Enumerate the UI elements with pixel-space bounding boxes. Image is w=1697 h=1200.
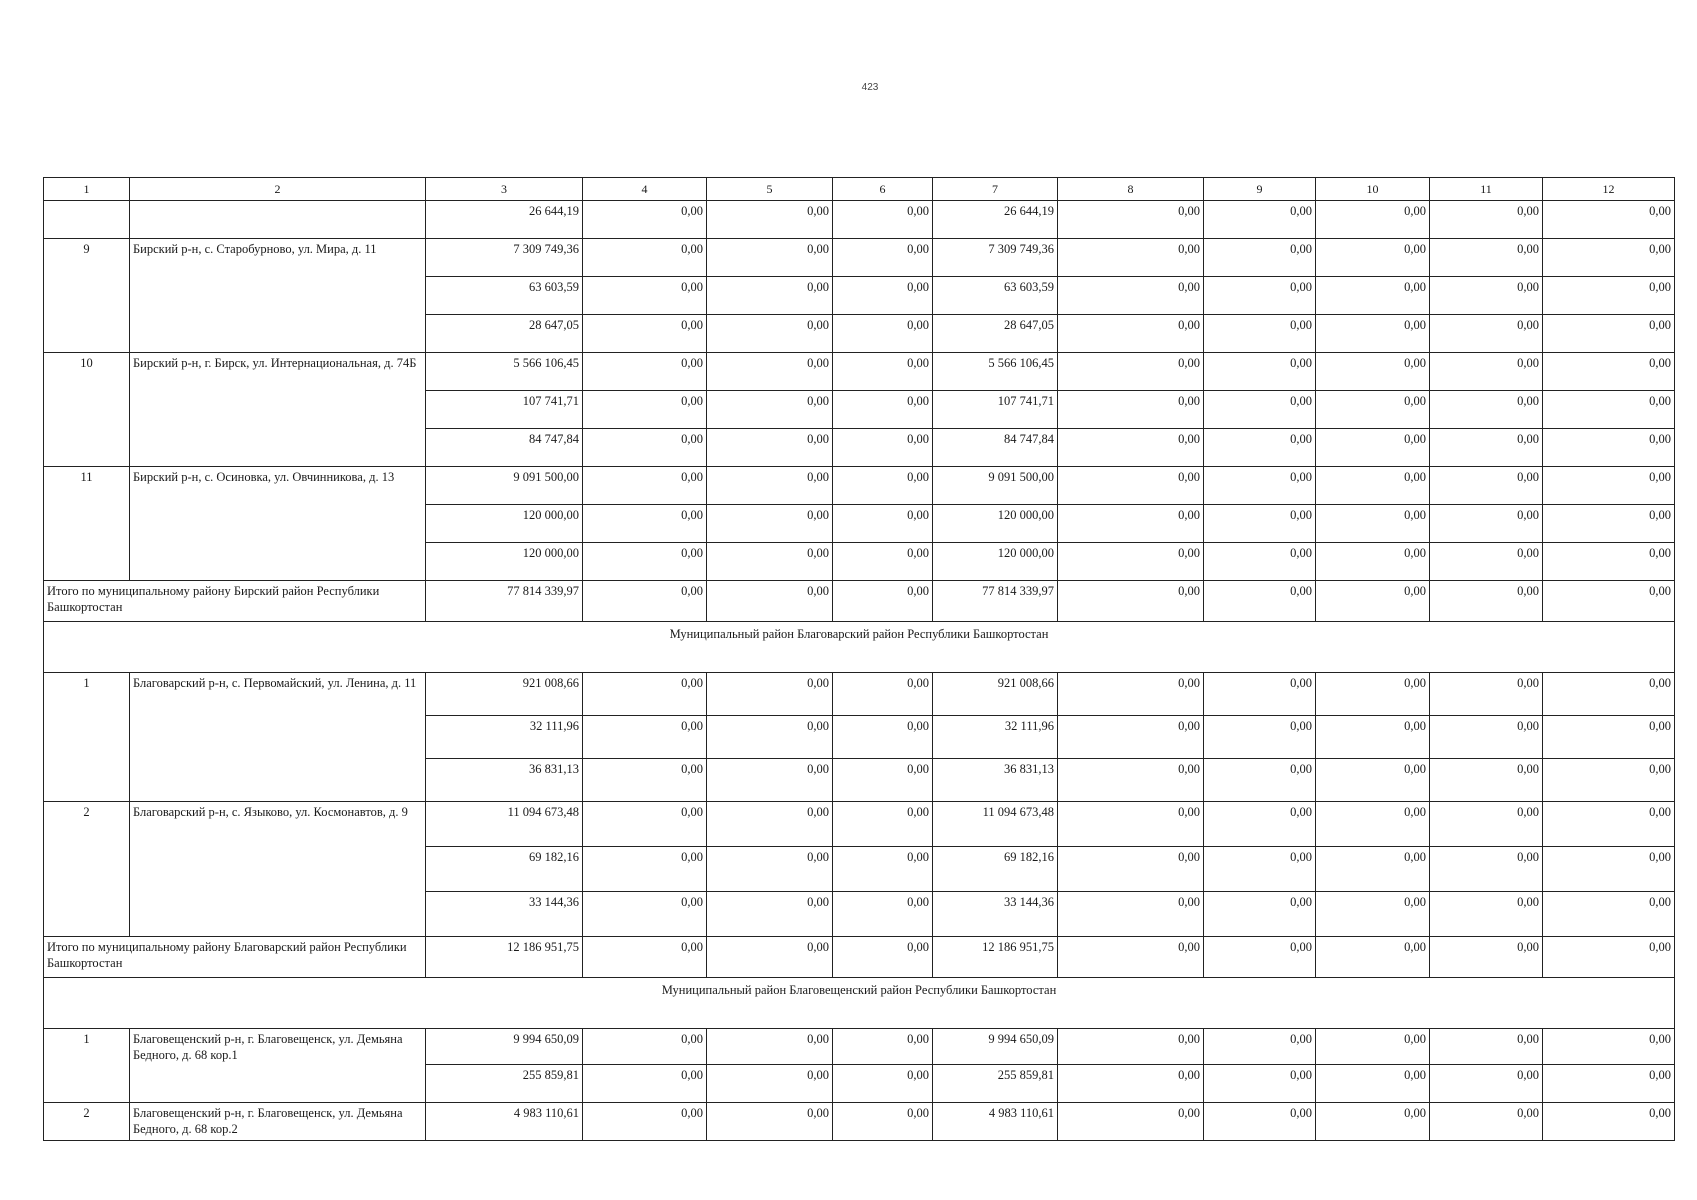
cell-num: 10 [44, 353, 130, 467]
cell-value: 0,00 [1430, 315, 1543, 353]
cell-value: 0,00 [1316, 892, 1430, 937]
cell-value: 0,00 [1316, 429, 1430, 467]
cell-value: 4 983 110,61 [426, 1103, 583, 1141]
cell-value: 0,00 [1430, 716, 1543, 759]
cell-value: 0,00 [1058, 716, 1204, 759]
cell-value: 0,00 [1543, 759, 1675, 802]
cell-value: 0,00 [1204, 543, 1316, 581]
cell-value: 7 309 749,36 [426, 239, 583, 277]
table-row [44, 1029, 1675, 1065]
cell-value: 0,00 [1058, 467, 1204, 505]
cell-value: 11 094 673,48 [933, 802, 1058, 847]
cell-value: 0,00 [1316, 353, 1430, 391]
cell-value: 0,00 [1316, 716, 1430, 759]
cell-value: 0,00 [583, 847, 707, 892]
cell-value: 33 144,36 [426, 892, 583, 937]
cell-value: 0,00 [1058, 505, 1204, 543]
column-header: 7 [933, 178, 1058, 201]
cell-value: 0,00 [833, 847, 933, 892]
cell-value: 0,00 [583, 937, 707, 978]
cell-value: 7 309 749,36 [933, 239, 1058, 277]
cell-value: 0,00 [583, 543, 707, 581]
cell-value: 0,00 [707, 429, 833, 467]
cell-value: 0,00 [1204, 716, 1316, 759]
cell-value: 921 008,66 [933, 673, 1058, 716]
cell-value: 0,00 [833, 1029, 933, 1065]
cell-value: 0,00 [583, 277, 707, 315]
section-row [44, 978, 1675, 1029]
cell-value: 0,00 [1204, 201, 1316, 239]
cell-value: 0,00 [833, 391, 933, 429]
cell-value: 0,00 [1543, 937, 1675, 978]
cell-value: 0,00 [583, 759, 707, 802]
cell-value: 0,00 [707, 802, 833, 847]
cell-value: 0,00 [1430, 201, 1543, 239]
cell-value: 0,00 [833, 239, 933, 277]
cell-value: 0,00 [1058, 759, 1204, 802]
cell-value: 0,00 [1204, 429, 1316, 467]
cell-num: 9 [44, 239, 130, 353]
cell-num [44, 201, 130, 239]
column-header: 11 [1430, 178, 1543, 201]
cell-value: 0,00 [1316, 543, 1430, 581]
cell-value: 0,00 [1543, 505, 1675, 543]
cell-value: 0,00 [1316, 1065, 1430, 1103]
section-title: Муниципальный район Благовещенский район Республики Башкортостан [44, 978, 1675, 1029]
cell-value: 255 859,81 [426, 1065, 583, 1103]
cell-value: 0,00 [1543, 892, 1675, 937]
cell-value: 255 859,81 [933, 1065, 1058, 1103]
cell-value: 0,00 [1316, 315, 1430, 353]
cell-value: 0,00 [1430, 543, 1543, 581]
cell-value: 0,00 [833, 759, 933, 802]
cell-value: 0,00 [707, 1029, 833, 1065]
cell-value: 0,00 [1543, 1029, 1675, 1065]
cell-value: 0,00 [1430, 759, 1543, 802]
cell-value: 0,00 [1430, 353, 1543, 391]
cell-value: 0,00 [1316, 1103, 1430, 1141]
cell-num: 2 [44, 802, 130, 937]
cell-value: 5 566 106,45 [426, 353, 583, 391]
cell-value: 11 094 673,48 [426, 802, 583, 847]
cell-value: 0,00 [1543, 1103, 1675, 1141]
cell-value: 0,00 [1058, 1065, 1204, 1103]
cell-value: 63 603,59 [933, 277, 1058, 315]
cell-value: 5 566 106,45 [933, 353, 1058, 391]
cell-num: 2 [44, 1103, 130, 1141]
cell-value: 0,00 [1543, 353, 1675, 391]
cell-value: 0,00 [707, 315, 833, 353]
cell-value: 0,00 [707, 892, 833, 937]
cell-value: 0,00 [833, 1103, 933, 1141]
cell-address: Благоварский р-н, с. Первомайский, ул. Ленина, д. 11 [130, 673, 426, 802]
cell-value: 0,00 [1204, 581, 1316, 622]
cell-value: 0,00 [1058, 673, 1204, 716]
table-row [44, 201, 1675, 239]
cell-value: 0,00 [1543, 201, 1675, 239]
cell-value: 0,00 [1204, 1029, 1316, 1065]
cell-value: 0,00 [707, 847, 833, 892]
cell-value: 0,00 [1430, 937, 1543, 978]
cell-value: 0,00 [1543, 429, 1675, 467]
cell-address: Благоварский р-н, с. Языково, ул. Космонавтов, д. 9 [130, 802, 426, 937]
cell-value: 84 747,84 [426, 429, 583, 467]
cell-value: 0,00 [1204, 315, 1316, 353]
cell-value: 0,00 [1430, 892, 1543, 937]
cell-value: 0,00 [583, 353, 707, 391]
cell-value: 0,00 [1430, 673, 1543, 716]
cell-value: 0,00 [583, 673, 707, 716]
table-row [44, 353, 1675, 391]
cell-value: 0,00 [1058, 1029, 1204, 1065]
column-header: 6 [833, 178, 933, 201]
cell-value: 0,00 [1430, 467, 1543, 505]
cell-value: 107 741,71 [933, 391, 1058, 429]
cell-value: 0,00 [1058, 201, 1204, 239]
column-header: 5 [707, 178, 833, 201]
cell-value: 26 644,19 [426, 201, 583, 239]
cell-address: Бирский р-н, г. Бирск, ул. Интернациональная, д. 74Б [130, 353, 426, 467]
column-header: 2 [130, 178, 426, 201]
cell-value: 0,00 [833, 937, 933, 978]
cell-value: 0,00 [1204, 847, 1316, 892]
cell-value: 0,00 [1316, 239, 1430, 277]
cell-value: 0,00 [707, 505, 833, 543]
cell-value: 0,00 [1316, 1029, 1430, 1065]
cell-value: 0,00 [1430, 505, 1543, 543]
cell-value: 0,00 [1430, 277, 1543, 315]
cell-value: 0,00 [1430, 239, 1543, 277]
cell-value: 9 091 500,00 [933, 467, 1058, 505]
cell-value: 0,00 [1543, 716, 1675, 759]
cell-value: 32 111,96 [933, 716, 1058, 759]
cell-value: 0,00 [707, 277, 833, 315]
cell-value: 0,00 [1058, 353, 1204, 391]
column-header: 1 [44, 178, 130, 201]
cell-value: 28 647,05 [933, 315, 1058, 353]
cell-value: 0,00 [1058, 847, 1204, 892]
cell-value: 0,00 [707, 467, 833, 505]
cell-value: 0,00 [833, 467, 933, 505]
cell-value: 0,00 [1204, 277, 1316, 315]
cell-value: 0,00 [1543, 391, 1675, 429]
cell-value: 0,00 [707, 673, 833, 716]
cell-value: 0,00 [583, 467, 707, 505]
cell-value: 0,00 [707, 716, 833, 759]
cell-value: 0,00 [833, 802, 933, 847]
cell-value: 0,00 [833, 277, 933, 315]
cell-value: 0,00 [833, 429, 933, 467]
cell-value: 12 186 951,75 [933, 937, 1058, 978]
cell-value: 0,00 [1058, 1103, 1204, 1141]
cell-value: 0,00 [1316, 847, 1430, 892]
cell-value: 0,00 [583, 391, 707, 429]
cell-value: 0,00 [1543, 315, 1675, 353]
table-body [44, 178, 1675, 1141]
column-header: 10 [1316, 178, 1430, 201]
cell-value: 0,00 [707, 543, 833, 581]
cell-address: Бирский р-н, с. Осиновка, ул. Овчинникова, д. 13 [130, 467, 426, 581]
cell-value: 63 603,59 [426, 277, 583, 315]
cell-value: 0,00 [583, 201, 707, 239]
cell-value: 0,00 [833, 1065, 933, 1103]
table-row [44, 467, 1675, 505]
cell-value: 0,00 [1204, 467, 1316, 505]
cell-value: 0,00 [583, 716, 707, 759]
table-row [44, 673, 1675, 716]
cell-value: 0,00 [1058, 239, 1204, 277]
cell-value: 26 644,19 [933, 201, 1058, 239]
cell-value: 9 994 650,09 [933, 1029, 1058, 1065]
table-row [44, 239, 1675, 277]
cell-value: 120 000,00 [933, 505, 1058, 543]
cell-num: 1 [44, 673, 130, 802]
cell-value: 0,00 [583, 1065, 707, 1103]
cell-value: 0,00 [707, 201, 833, 239]
cell-value: 0,00 [833, 581, 933, 622]
column-header: 8 [1058, 178, 1204, 201]
cell-value: 0,00 [1204, 391, 1316, 429]
cell-value: 0,00 [1430, 581, 1543, 622]
cell-value: 0,00 [833, 505, 933, 543]
cell-value: 32 111,96 [426, 716, 583, 759]
cell-value: 0,00 [1058, 937, 1204, 978]
cell-value: 120 000,00 [933, 543, 1058, 581]
column-header: 9 [1204, 178, 1316, 201]
page-number: 423 [861, 82, 879, 93]
cell-value: 0,00 [707, 239, 833, 277]
cell-num: 11 [44, 467, 130, 581]
cell-value: 0,00 [1058, 315, 1204, 353]
cell-value: 0,00 [707, 759, 833, 802]
cell-num: 1 [44, 1029, 130, 1103]
cell-value: 0,00 [1430, 1103, 1543, 1141]
cell-value: 36 831,13 [933, 759, 1058, 802]
cell-value: 77 814 339,97 [426, 581, 583, 622]
cell-value: 0,00 [583, 1103, 707, 1141]
cell-value: 0,00 [1204, 673, 1316, 716]
cell-value: 120 000,00 [426, 543, 583, 581]
cell-value: 0,00 [1543, 673, 1675, 716]
cell-value: 0,00 [833, 673, 933, 716]
cell-value: 0,00 [1543, 1065, 1675, 1103]
cell-value: 0,00 [1430, 802, 1543, 847]
cell-value: 0,00 [707, 1103, 833, 1141]
total-row [44, 937, 1675, 978]
cell-value: 84 747,84 [933, 429, 1058, 467]
column-header: 12 [1543, 178, 1675, 201]
cell-value: 0,00 [583, 315, 707, 353]
cell-value: 0,00 [1204, 892, 1316, 937]
cell-value: 0,00 [1058, 543, 1204, 581]
total-label: Итого по муниципальному району Благоварский район Республики Башкортостан [44, 937, 426, 978]
cell-value: 0,00 [1316, 201, 1430, 239]
cell-value: 0,00 [707, 581, 833, 622]
cell-value: 0,00 [1316, 802, 1430, 847]
cell-value: 0,00 [583, 505, 707, 543]
table-row [44, 1103, 1675, 1141]
column-header: 4 [583, 178, 707, 201]
cell-value: 9 091 500,00 [426, 467, 583, 505]
cell-value: 69 182,16 [426, 847, 583, 892]
cell-value: 0,00 [1430, 1029, 1543, 1065]
section-title: Муниципальный район Благоварский район Республики Башкортостан [44, 622, 1675, 673]
cell-value: 0,00 [833, 315, 933, 353]
cell-value: 0,00 [1316, 505, 1430, 543]
cell-value: 0,00 [833, 353, 933, 391]
cell-value: 4 983 110,61 [933, 1103, 1058, 1141]
cell-value: 0,00 [833, 543, 933, 581]
cell-value: 0,00 [1204, 802, 1316, 847]
cell-value: 0,00 [1204, 759, 1316, 802]
cell-value: 28 647,05 [426, 315, 583, 353]
cell-value: 0,00 [1543, 847, 1675, 892]
cell-value: 0,00 [1543, 467, 1675, 505]
cell-value: 0,00 [1316, 277, 1430, 315]
cell-value: 0,00 [707, 937, 833, 978]
cell-value: 36 831,13 [426, 759, 583, 802]
cell-address: Благовещенский р-н, г. Благовещенск, ул. Демьяна Бедного, д. 68 кор.2 [130, 1103, 426, 1141]
cell-value: 9 994 650,09 [426, 1029, 583, 1065]
cell-value: 0,00 [1204, 239, 1316, 277]
cell-value: 12 186 951,75 [426, 937, 583, 978]
cell-value: 0,00 [833, 716, 933, 759]
cell-value: 69 182,16 [933, 847, 1058, 892]
cell-value: 0,00 [583, 892, 707, 937]
cell-value: 0,00 [1316, 467, 1430, 505]
cell-value: 0,00 [583, 239, 707, 277]
cell-value: 0,00 [1204, 1065, 1316, 1103]
cell-address [130, 201, 426, 239]
cell-value: 0,00 [1543, 239, 1675, 277]
column-header: 3 [426, 178, 583, 201]
cell-value: 33 144,36 [933, 892, 1058, 937]
cell-value: 0,00 [707, 1065, 833, 1103]
cell-value: 0,00 [1058, 581, 1204, 622]
cell-value: 0,00 [1204, 937, 1316, 978]
cell-value: 0,00 [1316, 759, 1430, 802]
cell-value: 0,00 [1430, 1065, 1543, 1103]
section-row [44, 622, 1675, 673]
cell-value: 0,00 [1058, 391, 1204, 429]
cell-value: 0,00 [1543, 802, 1675, 847]
cell-value: 0,00 [1058, 277, 1204, 315]
table-row [44, 802, 1675, 847]
cell-value: 921 008,66 [426, 673, 583, 716]
cell-value: 0,00 [1543, 543, 1675, 581]
cell-value: 0,00 [1430, 847, 1543, 892]
cell-address: Бирский р-н, с. Старобурново, ул. Мира, д. 11 [130, 239, 426, 353]
cell-value: 0,00 [707, 353, 833, 391]
cell-value: 0,00 [1543, 581, 1675, 622]
cell-value: 77 814 339,97 [933, 581, 1058, 622]
cell-value: 0,00 [1058, 429, 1204, 467]
cell-value: 0,00 [583, 1029, 707, 1065]
cell-value: 0,00 [1316, 391, 1430, 429]
cell-value: 107 741,71 [426, 391, 583, 429]
cell-value: 0,00 [1204, 353, 1316, 391]
cell-value: 120 000,00 [426, 505, 583, 543]
cell-value: 0,00 [1316, 673, 1430, 716]
cell-value: 0,00 [833, 201, 933, 239]
budget-table [43, 177, 1675, 1141]
total-label: Итого по муниципальному району Бирский район Республики Башкортостан [44, 581, 426, 622]
cell-value: 0,00 [1430, 391, 1543, 429]
cell-value: 0,00 [1543, 277, 1675, 315]
cell-value: 0,00 [833, 892, 933, 937]
cell-value: 0,00 [1058, 802, 1204, 847]
cell-value: 0,00 [1430, 429, 1543, 467]
cell-value: 0,00 [1316, 937, 1430, 978]
cell-value: 0,00 [707, 391, 833, 429]
cell-address: Благовещенский р-н, г. Благовещенск, ул. Демьяна Бедного, д. 68 кор.1 [130, 1029, 426, 1103]
cell-value: 0,00 [1204, 1103, 1316, 1141]
cell-value: 0,00 [583, 802, 707, 847]
cell-value: 0,00 [1204, 505, 1316, 543]
total-row [44, 581, 1675, 622]
cell-value: 0,00 [1058, 892, 1204, 937]
cell-value: 0,00 [583, 581, 707, 622]
cell-value: 0,00 [1316, 581, 1430, 622]
cell-value: 0,00 [583, 429, 707, 467]
header-row [44, 178, 1675, 201]
